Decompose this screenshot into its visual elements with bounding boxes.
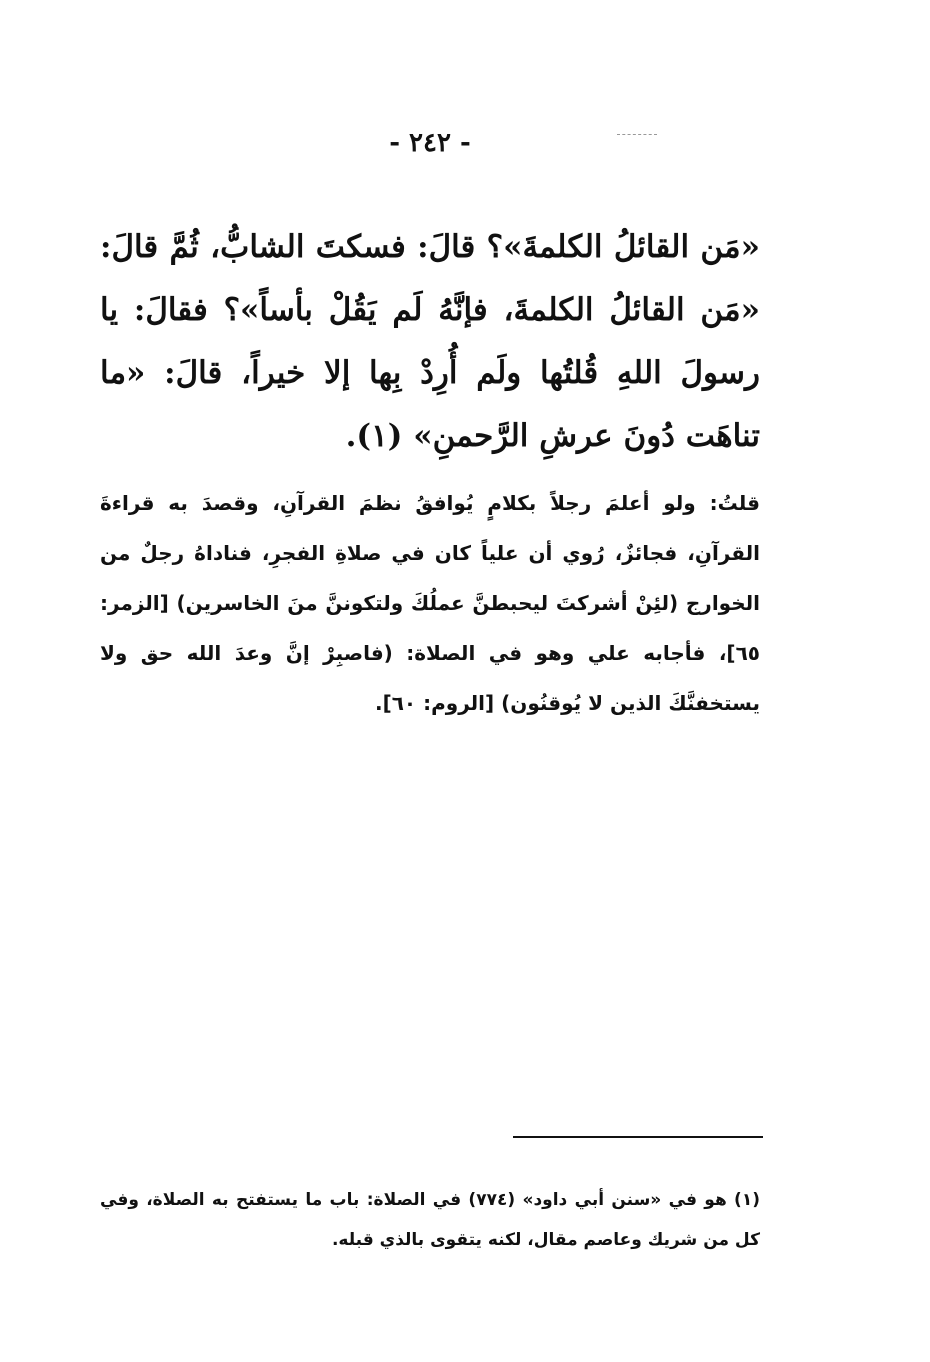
page-number: - ٢٤٢ -: [389, 128, 471, 158]
footnote-separator: [513, 1136, 763, 1138]
commentary-paragraph: قلتُ: ولو أعلمَ رجلاً بكلامٍ يُوافقُ نظمَ القرآنِ، وقصدَ به قراءةَ القرآنِ، فجائزٌ، رُوي أن علياً كان في صلاةِ الفجرِ، فناداهُ رجلٌ من الخوارج (لئِنْ أشركتَ ليحبطنَّ عملُكَ ولتكوننَّ منَ الخاسرين) [الزمر: ٦٥]، فأجابه علي وهو في الصلاة: (فاصبِرْ إنَّ وعدَ الله حق ولا يستخفنَّكَ الذين لا يُوقنُون) [الروم: ٦٠].: [100, 491, 760, 715]
footnote: (١) هو في «سنن أبي داود» (٧٧٤) في الصلاة: باب ما يستفتح به الصلاة، وفي كل من شريك وعاصم مقال، لكنه يتقوى بالذي قبله.: [100, 1190, 760, 1250]
hadith-paragraph: «مَن القائلُ الكلمةَ»؟ قالَ: فسكتَ الشابُّ، ثُمَّ قالَ: «مَن القائلُ الكلمةَ، فإنَّهُ لَم يَقُلْ بأساً»؟ فقالَ: يا رسولَ اللهِ قُلتُها ولَم أُرِدْ بِها إلا خيراً، قالَ: «ما تناهَت دُونَ عرشِ الرَّحمنِ» (١).: [100, 229, 760, 454]
